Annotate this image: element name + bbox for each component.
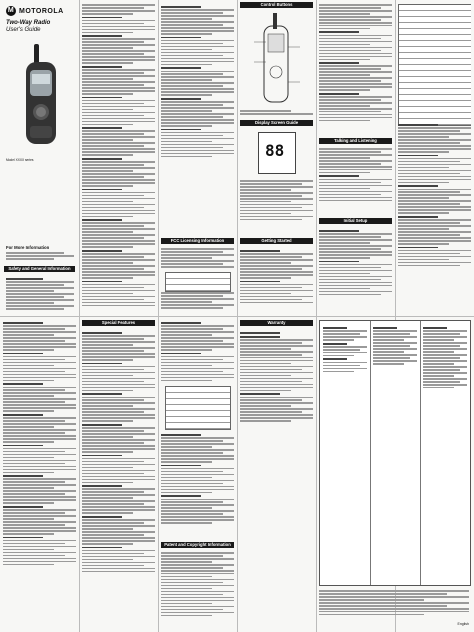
channel-frequency-table bbox=[398, 4, 471, 126]
weather-channel-table bbox=[165, 386, 231, 430]
brand-name: MOTOROLA bbox=[19, 7, 64, 15]
talking-text bbox=[319, 148, 392, 203]
table-col-1 bbox=[323, 325, 367, 374]
fcc-section-bar: FCC Licensing Information bbox=[161, 238, 234, 244]
safety-text bbox=[6, 276, 74, 311]
text-block bbox=[161, 320, 234, 383]
frequency-table bbox=[165, 272, 231, 292]
safety-section-bar: Safety and General Information bbox=[4, 266, 75, 272]
table-col-3 bbox=[423, 325, 467, 390]
warranty-table-panel bbox=[319, 320, 471, 628]
feature-text bbox=[398, 122, 471, 268]
motorola-logo-icon: M bbox=[7, 7, 15, 14]
warranty-section-bar: Warranty bbox=[240, 320, 313, 326]
initial-setup-bar: Initial Setup bbox=[319, 218, 392, 224]
page-language-tag: English bbox=[457, 622, 469, 626]
warranty-coverage-table bbox=[319, 320, 471, 586]
info-panel-3 bbox=[319, 4, 392, 314]
radio-illustration bbox=[20, 42, 64, 150]
text-block bbox=[3, 320, 76, 567]
bottom-panel-2 bbox=[82, 320, 155, 628]
cover-panel bbox=[0, 0, 79, 316]
controls-panel bbox=[240, 2, 313, 314]
bottom-panel-1 bbox=[3, 320, 76, 628]
row-divider bbox=[0, 316, 474, 317]
radio-controls-diagram bbox=[254, 12, 300, 107]
lcd-display-diagram bbox=[258, 132, 296, 174]
warranty-text bbox=[240, 330, 313, 423]
info-text-block bbox=[82, 4, 155, 308]
more-info-heading: For More Information bbox=[6, 245, 50, 250]
bottom-panel-3 bbox=[161, 320, 234, 628]
more-info-text bbox=[6, 252, 74, 261]
display-icon-legend bbox=[240, 180, 313, 222]
table-divider bbox=[420, 321, 421, 585]
talking-listening-bar: Talking and Listening bbox=[319, 138, 392, 144]
display-digits: 88 bbox=[265, 141, 285, 160]
product-title: Two-Way Radio bbox=[6, 20, 51, 26]
patent-text bbox=[161, 552, 234, 618]
getting-started-bar: Getting Started bbox=[240, 238, 313, 244]
getting-started-text bbox=[240, 248, 313, 305]
special-features-text bbox=[82, 330, 155, 574]
text-block-2 bbox=[161, 432, 234, 525]
table-divider bbox=[370, 321, 371, 585]
patent-section-bar: Patent and Copyright Information bbox=[161, 542, 234, 548]
setup-text bbox=[319, 228, 392, 297]
brand-logo bbox=[6, 6, 64, 16]
info-text-block bbox=[319, 4, 392, 123]
special-features-bar: Special Features bbox=[82, 320, 155, 326]
warranty-panel bbox=[240, 320, 313, 628]
fcc-text bbox=[161, 248, 234, 269]
control-notes bbox=[240, 110, 313, 116]
info-text-block bbox=[161, 4, 234, 159]
model-label: Model XXXX series bbox=[6, 158, 34, 162]
control-buttons-bar: Control Buttons bbox=[240, 2, 313, 8]
warranty-footer-text bbox=[319, 590, 469, 617]
guide-subtitle: User's Guide bbox=[6, 27, 41, 33]
fcc-text-2 bbox=[161, 292, 234, 310]
channel-table-panel bbox=[398, 4, 471, 314]
table-col-2 bbox=[373, 325, 417, 366]
display-guide-bar: Display Screen Guide bbox=[240, 120, 313, 126]
info-panel-1 bbox=[82, 4, 155, 314]
info-panel-2 bbox=[161, 4, 234, 314]
